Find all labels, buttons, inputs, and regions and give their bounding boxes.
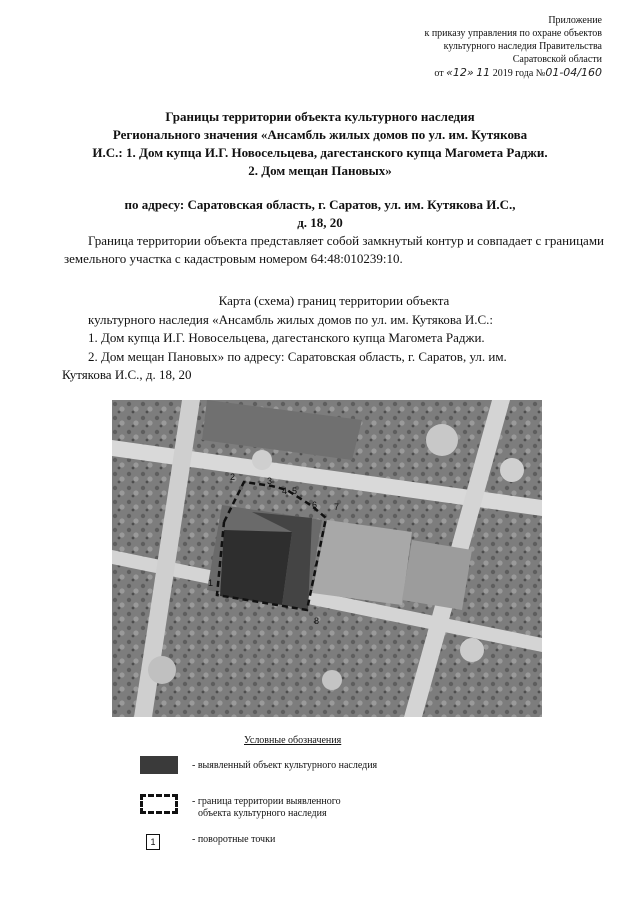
legend-item-heritage-object	[140, 756, 560, 778]
legend-item-boundary	[140, 794, 560, 824]
map-caption-line-3: 1. Дом купца И.Г. Новосельцева, дагестанского купца Магомета Раджи.	[88, 330, 485, 345]
tree-canopy-6	[322, 670, 342, 690]
aerial-map	[112, 400, 542, 717]
tree-canopy-4	[148, 656, 176, 684]
boundary-paragraph-text: Граница территории объекта представляет собой замкнутый контур и совпадает с границами земельного участка с кадастровым номером 64:48:010239:10.	[64, 233, 604, 266]
title-line-1: Границы территории объекта культурного наследия	[165, 109, 475, 124]
legend-item-3-text: - поворотные точки	[192, 834, 276, 845]
legend-item-2-text	[192, 796, 341, 820]
address-line-2: д. 18, 20	[297, 215, 343, 230]
appendix-date-line	[342, 66, 602, 80]
date-prefix: от	[434, 68, 444, 79]
point-label-6: 6	[312, 500, 318, 510]
tree-canopy-1	[426, 424, 458, 456]
point-label-8: 8	[314, 616, 320, 626]
title-line-2: Регионального значения «Ансамбль жилых домов по ул. им. Кутякова	[112, 127, 528, 142]
building-block-far-east	[402, 540, 472, 610]
heritage-object-fill	[220, 530, 292, 605]
point-label-3: 3	[267, 476, 273, 486]
date-number: 01-04/160	[545, 66, 602, 79]
legend-dashed-swatch	[140, 794, 178, 814]
date-year: 2019 года №	[492, 68, 546, 79]
map-caption-line-1: Карта (схема) границ территории объекта	[218, 293, 450, 308]
appendix-line-2: к приказу управления по охране объектов	[424, 28, 602, 39]
aerial-map-image	[112, 400, 542, 717]
map-caption-line-2: культурного наследия «Ансамбль жилых домов по ул. им. Кутякова И.С.:	[88, 311, 494, 327]
boundary-paragraph	[64, 232, 604, 268]
date-month: 11	[476, 66, 491, 79]
appendix-line-4: Саратовской области	[512, 54, 602, 65]
tree-canopy-3	[500, 458, 524, 482]
tree-canopy-5	[460, 638, 484, 662]
map-caption	[64, 292, 604, 385]
legend-item-2-line-1: - граница территории выявленного	[192, 796, 341, 807]
title-line-3: И.С.: 1. Дом купца И.Г. Новосельцева, дагестанского купца Магомета Раджи.	[92, 145, 548, 160]
appendix-line-1: Приложение	[548, 15, 602, 26]
legend-item-turning-points	[140, 834, 560, 852]
point-label-4: 4	[282, 486, 288, 496]
point-label-5: 5	[292, 486, 298, 496]
date-day: «12»	[446, 66, 474, 79]
point-label-2: 2	[230, 472, 236, 482]
building-block-east	[312, 520, 412, 605]
point-label-1: 1	[208, 578, 214, 588]
legend-title: Условные обозначения	[244, 735, 342, 746]
point-label-7: 7	[334, 502, 340, 512]
title-line-4: 2. Дом мещан Пановых»	[248, 163, 392, 178]
legend-item-2-line-2: объекта культурного наследия	[198, 808, 327, 819]
document-title	[40, 108, 600, 180]
appendix-line-3: культурного наследия Правительства	[443, 41, 602, 52]
legend-item-1-text: - выявленный объект культурного наследия	[192, 760, 378, 771]
appendix-header	[342, 14, 602, 80]
legend-fill-swatch	[140, 756, 178, 774]
address-line-1: по адресу: Саратовская область, г. Саратов, ул. им. Кутякова И.С.,	[124, 197, 516, 212]
document-address	[40, 196, 600, 232]
legend-point-swatch: 1	[146, 834, 160, 850]
map-caption-line-4: 2. Дом мещан Пановых» по адресу: Саратовская область, г. Саратов, ул. им.	[88, 348, 507, 364]
tree-canopy-2	[252, 450, 272, 470]
map-caption-line-5: Кутякова И.С., д. 18, 20	[62, 367, 192, 382]
